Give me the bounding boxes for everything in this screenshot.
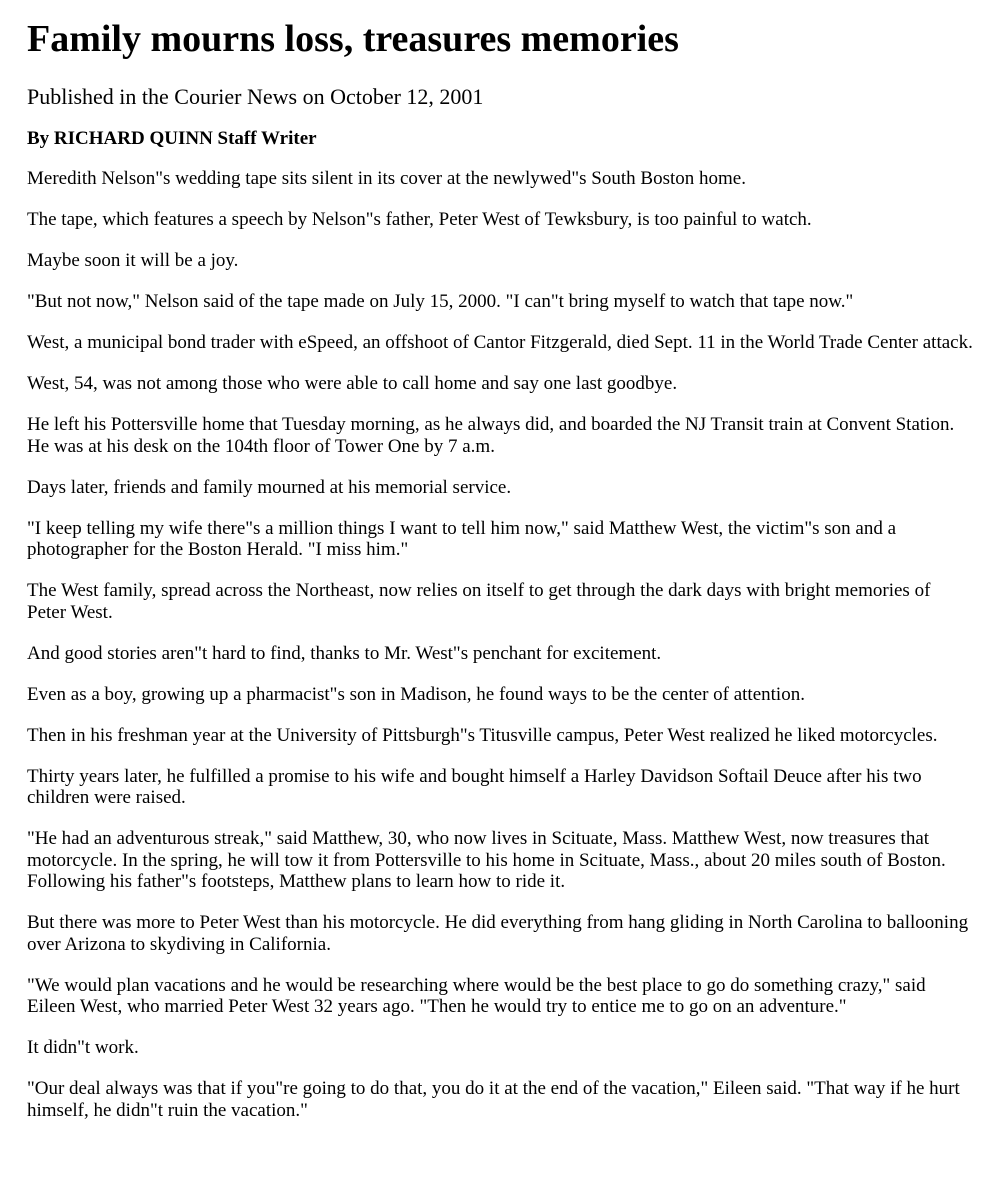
article-paragraph: Even as a boy, growing up a pharmacist"s son in Madison, he found ways to be the center of attention. bbox=[27, 683, 805, 705]
article-paragraph: Then in his freshman year at the University of Pittsburgh"s Titusville campus, Peter West realized he liked motorcycles. bbox=[27, 724, 938, 746]
article-paragraph: West, 54, was not among those who were able to call home and say one last goodbye. bbox=[27, 373, 678, 394]
article-paragraph: But there was more to Peter West than his motorcycle. He did everything from hang gliding in North Carolina to ballooning over Arizona to skydiving in California. bbox=[27, 912, 969, 955]
article-paragraph: West, a municipal bond trader with eSpeed, an offshoot of Cantor Fitzgerald, died Sept. 11 in the World Trade Center attack. bbox=[27, 332, 973, 353]
publication-line: Published in the Courier News on October 12, 2001 bbox=[27, 84, 484, 109]
article-paragraph: Meredith Nelson"s wedding tape sits silent in its cover at the newlywed"s South Boston home. bbox=[27, 168, 746, 189]
article-paragraph: "He had an adventurous streak," said Matthew, 30, who now lives in Scituate, Mass. Matthew West, now treasures that motorcycle. In the spring, he will tow it from Pottersville to his home in Scituate, Mass., about 20 miles south of Boston. Following his father"s footsteps, Matthew plans to learn how to ride it. bbox=[27, 828, 946, 892]
article-paragraph: Thirty years later, he fulfilled a promise to his wife and bought himself a Harley Davidson Softail Deuce after his two children were raised. bbox=[27, 765, 922, 808]
article-paragraph: "We would plan vacations and he would be researching where would be the best place to go do something crazy," said Eileen West, who married Peter West 32 years ago. "Then he would try to entice me to go on an adventure." bbox=[27, 974, 926, 1017]
byline: By RICHARD QUINN Staff Writer bbox=[27, 128, 317, 149]
article-paragraph: The West family, spread across the Northeast, now relies on itself to get through the dark days with bright memories of Peter West. bbox=[27, 580, 931, 623]
article-paragraph: Maybe soon it will be a joy. bbox=[27, 250, 239, 271]
article-paragraph: "But not now," Nelson said of the tape made on July 15, 2000. "I can"t bring myself to watch that tape now." bbox=[27, 291, 854, 312]
article-paragraph: Days later, friends and family mourned at his memorial service. bbox=[27, 476, 512, 498]
article-paragraph: And good stories aren"t hard to find, thanks to Mr. West"s penchant for excitement. bbox=[27, 642, 662, 664]
article-body bbox=[27, 168, 974, 1121]
article-paragraph: The tape, which features a speech by Nelson"s father, Peter West of Tewksbury, is too painful to watch. bbox=[27, 209, 812, 230]
article-paragraph: "I keep telling my wife there"s a million things I want to tell him now," said Matthew West, the victim"s son and a photographer for the Boston Herald. "I miss him." bbox=[27, 517, 897, 560]
article-paragraph: He left his Pottersville home that Tuesday morning, as he always did, and boarded the NJ Transit train at Convent Station. He was at his desk on the 104th floor of Tower One by 7 a.m. bbox=[27, 414, 955, 457]
headline: Family mourns loss, treasures memories bbox=[27, 18, 679, 60]
article-paragraph: "Our deal always was that if you"re going to do that, you do it at the end of the vacation," Eileen said. "That way if he hurt himself, he didn"t ruin the vacation." bbox=[27, 1078, 960, 1121]
article-paragraph: It didn"t work. bbox=[27, 1037, 139, 1058]
